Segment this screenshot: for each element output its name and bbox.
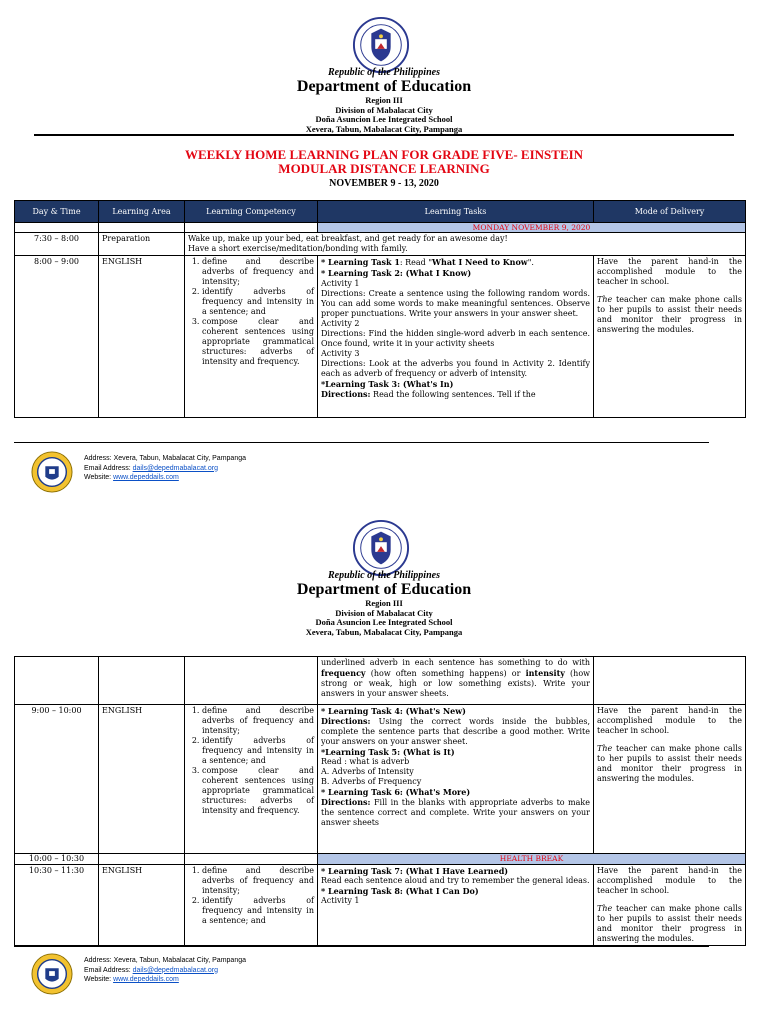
task-label: *Learning Task 3: (What's In): [321, 379, 454, 390]
delivery-text: The teacher can make phone calls to her pupils to assist their needs and monitor their progress in answering the modules.: [597, 295, 742, 335]
delivery-text: The teacher can make phone calls to her pupils to assist their needs and monitor their progress in answering the modules.: [597, 744, 742, 783]
competency-cell: [185, 256, 318, 418]
email-link[interactable]: dails@depedmabalacat.org: [132, 966, 218, 974]
task-label: * Learning Task 4: (What's New): [321, 706, 466, 716]
table-row: [15, 657, 746, 705]
preparation-cell: [185, 233, 746, 256]
task-label: * Learning Task 7: (What I Have Learned): [321, 866, 509, 876]
competency-item: 2. identify adverbs of frequency and intensity in a sentence; and: [202, 736, 314, 766]
table-row: [15, 233, 746, 256]
letterhead-rule: [34, 134, 734, 136]
header-learning-tasks: Learning Tasks: [318, 201, 594, 223]
header-learning-competency: Learning Competency: [185, 201, 318, 223]
directions-text: Directions: Find the hidden single-word adverb in each sentence. Once found, write it in your activity sheets: [321, 329, 590, 349]
delivery-text: Have the parent hand-in the accomplished module to the teacher in school.: [597, 257, 742, 287]
address-label: Address:: [84, 455, 112, 462]
health-break-label: HEALTH BREAK: [318, 854, 746, 865]
school-address: Xevera, Tabun, Mabalacat City, Pampanga: [305, 123, 463, 134]
email-label: Email Address:: [84, 966, 131, 974]
republic-line: Republic of the Philippines: [328, 570, 440, 581]
letterhead: [0, 67, 768, 134]
activity-label: Activity 1: [321, 279, 360, 289]
footer-contact: [84, 956, 246, 985]
competency-item: 3. compose clear and coherent sentences using appropriate grammatical structures: adverbs of intensity and frequency.: [202, 766, 314, 816]
time-cell: 8:00 – 9:00: [15, 256, 99, 418]
address-value: Xevera, Tabun, Mabalacat City, Pampanga: [111, 957, 246, 964]
website-label: Website:: [84, 976, 112, 984]
division: Division of Mabalacat City: [335, 607, 433, 618]
activity-label: Activity 3: [321, 349, 360, 359]
table-row: [15, 865, 746, 946]
school-address: Xevera, Tabun, Mabalacat City, Pampanga: [305, 626, 463, 637]
area-cell: ENGLISH: [99, 256, 185, 418]
competency-item: 1. define and describe adverbs of frequency and intensity;: [202, 866, 314, 896]
deped-seal-icon: [352, 519, 410, 577]
email-label: Email Address:: [84, 464, 131, 472]
delivery-text: Have the parent hand-in the accomplished module to the teacher in school.: [597, 706, 742, 735]
delivery-cell: [594, 256, 746, 418]
table-header-row: [15, 201, 746, 223]
competency-item: 1. define and describe adverbs of frequency and intensity;: [202, 257, 314, 287]
delivery-text: Have the parent hand-in the accomplished module to the teacher in school.: [597, 866, 742, 895]
address-value: Xevera, Tabun, Mabalacat City, Pampanga: [111, 455, 246, 462]
footer-rule: [14, 442, 709, 443]
time-cell: 9:00 – 10:00: [15, 705, 99, 854]
school-logo-icon: [31, 953, 73, 995]
division: Division of Mabalacat City: [335, 104, 433, 115]
plan-table-2: [14, 656, 746, 946]
time-cell: 10:30 – 11:30: [15, 865, 99, 946]
delivery-text: The teacher can make phone calls to her pupils to assist their needs and monitor their progress in answering the modules.: [597, 904, 742, 943]
time-cell: 7:30 – 8:00: [15, 233, 99, 256]
header-day-time: Day & Time: [15, 201, 99, 223]
task-label: * Learning Task 8: (What I Can Do): [321, 886, 479, 896]
area-cell: ENGLISH: [99, 865, 185, 946]
region: Region III: [365, 598, 403, 609]
footer-rule: [14, 946, 709, 947]
school-name: Doña Asuncion Lee Integrated School: [315, 114, 453, 125]
activity-label: Activity 1: [321, 896, 360, 905]
footer-contact: [84, 454, 246, 483]
activity-label: Activity 2: [321, 319, 360, 329]
competency-item: 2. identify adverbs of frequency and intensity in a sentence; and: [202, 896, 314, 926]
letterhead: [0, 570, 768, 637]
competency-item: 2. identify adverbs of frequency and intensity in a sentence; and: [202, 287, 314, 317]
area-cell: Preparation: [99, 233, 185, 256]
email-link[interactable]: dails@depedmabalacat.org: [132, 464, 218, 472]
header-learning-area: Learning Area: [99, 201, 185, 223]
delivery-cell: [594, 705, 746, 854]
prep-line-1: Wake up, make up your bed, eat breakfast, and get ready for an awesome day!: [188, 234, 508, 244]
title-line-1: WEEKLY HOME LEARNING PLAN FOR GRADE FIVE- EINSTEIN: [184, 147, 584, 162]
break-row: [15, 854, 746, 865]
day-row: [15, 223, 746, 233]
task-label: * Learning Task 6: (What's More): [321, 787, 471, 797]
task-label: * Learning Task 2: [321, 268, 400, 279]
deped-seal-icon: [352, 16, 410, 74]
tasks-cell: * Learning Task 4: (What's New) Directions: Using the correct words inside the bubbles, complete the sentence parts that describe a good mother. Write your answers on your answer sheet. *Learning Task 5: (What is It) Read : what is adverb A. Adverbs of Intensity B. Adverbs of Frequency * Learning Task 6: (What's More) Directions: Fill in the blanks with appropriate adverbs to make the sentence correct and complete. Write your answers on your answer sheets: [318, 705, 594, 854]
delivery-cell: [594, 865, 746, 946]
plan-table-1: [14, 200, 746, 418]
tasks-cell: * Learning Task 7: (What I Have Learned) Read each sentence aloud and try to remember the general ideas. * Learning Task 8: (What I Can Do) Activity 1: [318, 865, 594, 946]
title-line-2: MODULAR DISTANCE LEARNING: [278, 160, 490, 176]
website-link[interactable]: www.depeddails.com: [113, 474, 179, 482]
website-label: Website:: [84, 474, 112, 482]
competency-item: 1. define and describe adverbs of frequency and intensity;: [202, 706, 314, 736]
competency-item: 3. compose clear and coherent sentences using appropriate grammatical structures: adverbs of intensity and frequency.: [202, 317, 314, 367]
region: Region III: [365, 95, 403, 106]
task-label: * Learning Task 1: [321, 257, 400, 268]
header-mode-of-delivery: Mode of Delivery: [594, 201, 746, 223]
prep-line-2: Have a short exercise/meditation/bonding with family.: [188, 244, 408, 254]
department-name: Department of Education: [296, 78, 472, 96]
plan-title: [0, 148, 768, 175]
area-cell: ENGLISH: [99, 705, 185, 854]
school-logo-icon: [31, 451, 73, 493]
table-row: [15, 705, 746, 854]
republic-line: Republic of the Philippines: [328, 67, 440, 78]
task-label: *Learning Task 5: (What is It): [321, 747, 455, 757]
tasks-cell: * Learning Task 1: Read "What I Need to Know". * Learning Task 2: (What I Know) Activity 1 Directions: Create a sentence using the following random words. You can add some words to make meaningful sentences. Observe proper punctuations. Write your answers in your answer sheet. Activity 2 Directions: Find the hidden single-word adverb in each sentence. Once found, write it in your activity sheets Activity 3 Directions: Look at the adverbs you found in Activity 2. Identify each as adverb of frequency or adverb of intensity. *Learning Task 3: (What's In) Directions: Read the following sentences. Tell if the: [318, 256, 594, 418]
competency-cell: [185, 865, 318, 946]
directions-text: Directions: Look at the adverbs you found in Activity 2. Identify each as adverb of frequency or adverb of intensity.: [321, 359, 590, 379]
address-label: Address:: [84, 957, 112, 964]
department-name: Department of Education: [296, 581, 472, 599]
table-row: [15, 256, 746, 418]
tasks-cell: underlined adverb in each sentence has something to do with frequency (how often something happens) or intensity (how strong or weak, high or low something exists). Write your answers in your answer sheets.: [318, 657, 594, 705]
competency-cell: [185, 705, 318, 854]
time-cell: 10:00 – 10:30: [15, 854, 99, 865]
school-name: Doña Asuncion Lee Integrated School: [315, 617, 453, 628]
website-link[interactable]: www.depeddails.com: [113, 976, 179, 984]
plan-dates: NOVEMBER 9 - 13, 2020: [329, 178, 439, 189]
day-label: MONDAY NOVEMBER 9, 2020: [318, 223, 746, 233]
directions-text: Directions: Create a sentence using the following random words. You can add some words to make meaningful sentences. Observe proper punctuations. Write your answers in your answer sheet.: [321, 289, 590, 319]
